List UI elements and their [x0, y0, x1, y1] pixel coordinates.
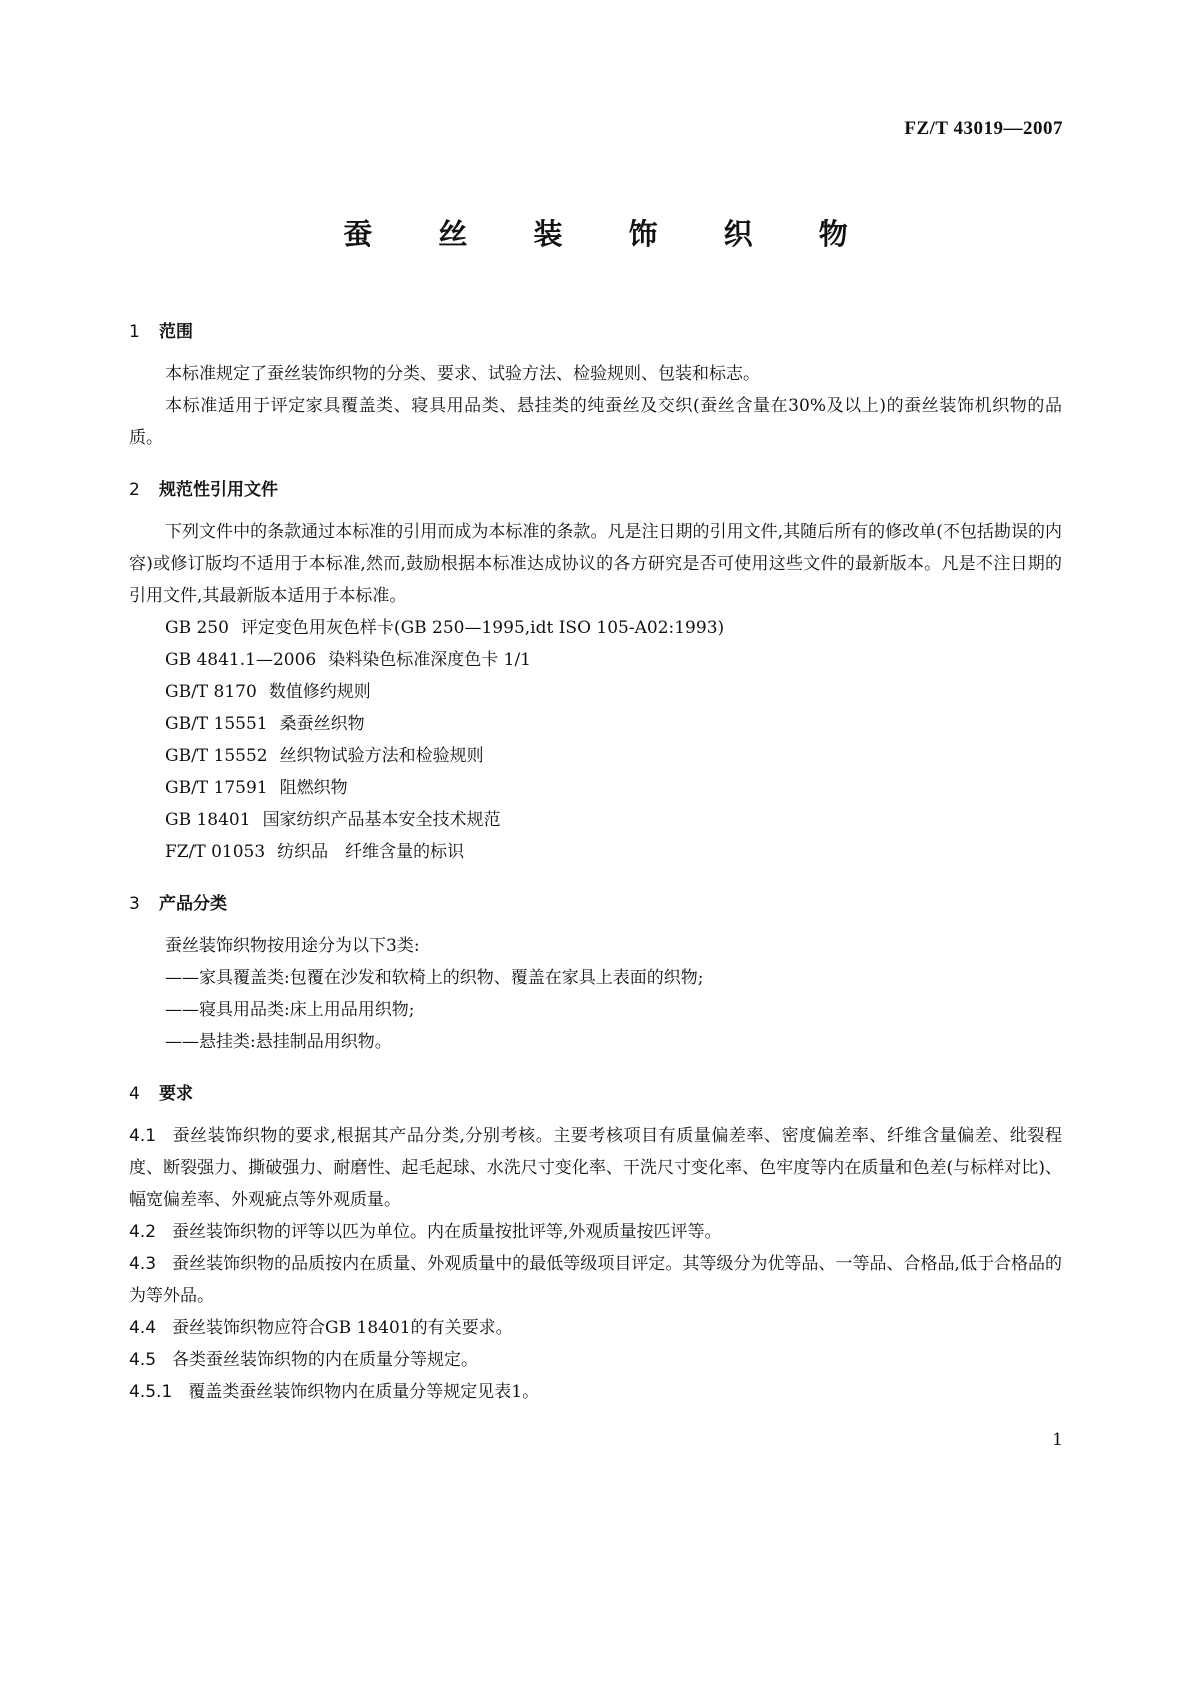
reference-code: GB 250	[165, 618, 229, 638]
classification-intro: 蚕丝装饰织物按用途分为以下3类:	[165, 936, 420, 956]
clause-number: 4.1	[129, 1126, 157, 1146]
standard-code: FZ/T 43019—2007	[904, 118, 1063, 139]
reference-code: FZ/T 01053	[165, 842, 266, 862]
reference-title: 数值修约规则	[268, 682, 371, 702]
clause	[129, 1216, 1062, 1248]
section-title: 要求	[159, 1084, 193, 1104]
clause-number: 4.5.1	[129, 1382, 173, 1402]
clause	[129, 1344, 1062, 1376]
paragraph: 本标准适用于评定家具覆盖类、寝具用品类、悬挂类的纯蚕丝及交织(蚕丝含量在30%及以上)的蚕丝装饰机织物的品质。	[129, 396, 1062, 448]
reference-item	[129, 804, 1062, 836]
section-title: 规范性引用文件	[159, 480, 278, 500]
clause-text: 各类蚕丝装饰织物的内在质量分等规定。	[172, 1350, 479, 1370]
reference-item	[129, 644, 1062, 676]
clause	[129, 1312, 1062, 1344]
section-number: 3	[129, 894, 140, 914]
clause-text: 蚕丝装饰织物应符合GB 18401的有关要求。	[172, 1318, 513, 1338]
section-title: 范围	[159, 322, 193, 342]
reference-title: 丝织物试验方法和检验规则	[279, 746, 484, 766]
reference-title: 染料染色标准深度色卡 1/1	[328, 650, 531, 670]
reference-code: GB 18401	[165, 810, 251, 830]
clause-text: 蚕丝装饰织物的品质按内在质量、外观质量中的最低等级项目评定。其等级分为优等品、一等品、合格品,低于合格品的为等外品。	[129, 1254, 1062, 1306]
section-number: 1	[129, 322, 140, 342]
document-title: 蚕 丝 装 饰 织 物	[343, 217, 876, 251]
reference-item	[129, 836, 1062, 868]
reference-code: GB/T 8170	[165, 682, 257, 702]
reference-title: 评定变色用灰色样卡(GB 250—1995,idt ISO 105-A02:1993)	[240, 618, 725, 638]
reference-title: 国家纺织产品基本安全技术规范	[262, 810, 501, 830]
clause	[129, 1120, 1062, 1216]
clause-number: 4.5	[129, 1350, 157, 1370]
section-heading-requirements	[129, 1082, 1062, 1106]
reference-title: 桑蚕丝织物	[279, 714, 365, 734]
reference-item	[129, 708, 1062, 740]
reference-code: GB 4841.1—2006	[165, 650, 317, 670]
reference-title: 阻燃织物	[279, 778, 348, 798]
reference-item	[129, 772, 1062, 804]
clause-number: 4.4	[129, 1318, 157, 1338]
reference-item	[129, 612, 1062, 644]
classification-item: ——寝具用品类:床上用品用织物;	[165, 1000, 415, 1020]
section-number: 2	[129, 480, 140, 500]
section-heading-scope	[129, 320, 1062, 344]
section-heading-product-classification	[129, 892, 1062, 916]
clause	[129, 1376, 1062, 1408]
reference-code: GB/T 17591	[165, 778, 268, 798]
clause-text: 蚕丝装饰织物的要求,根据其产品分类,分别考核。主要考核项目有质量偏差率、密度偏差率、纤维含量偏差、纰裂程度、断裂强力、撕破强力、耐磨性、起毛起球、水洗尺寸变化率、干洗尺寸变化率、色牢度等内在质量和色差(与标样对比)、幅宽偏差率、外观疵点等外观质量。	[129, 1126, 1062, 1210]
reference-item	[129, 676, 1062, 708]
paragraph: 本标准规定了蚕丝装饰织物的分类、要求、试验方法、检验规则、包装和标志。	[165, 364, 760, 384]
reference-item	[129, 740, 1062, 772]
reference-code: GB/T 15551	[165, 714, 268, 734]
clause-number: 4.3	[129, 1254, 157, 1274]
classification-item: ——家具覆盖类:包覆在沙发和软椅上的织物、覆盖在家具上表面的织物;	[165, 968, 704, 988]
clause-number: 4.2	[129, 1222, 157, 1242]
paragraph: 下列文件中的条款通过本标准的引用而成为本标准的条款。凡是注日期的引用文件,其随后所有的修改单(不包括勘误的内容)或修订版均不适用于本标准,然而,鼓励根据本标准达成协议的各方研究是否可使用这些文件的最新版本。凡是不注日期的引用文件,其最新版本适用于本标准。	[129, 522, 1062, 606]
reference-title: 纺织品 纤维含量的标识	[277, 842, 465, 862]
clause-text: 蚕丝装饰织物的评等以匹为单位。内在质量按批评等,外观质量按匹评等。	[172, 1222, 722, 1242]
section-title: 产品分类	[159, 894, 227, 914]
page-number: 1	[1052, 1430, 1063, 1450]
clause	[129, 1248, 1062, 1312]
section-heading-normative-references	[129, 478, 1062, 502]
reference-code: GB/T 15552	[165, 746, 268, 766]
classification-item: ——悬挂类:悬挂制品用织物。	[165, 1032, 392, 1052]
section-number: 4	[129, 1084, 140, 1104]
clause-text: 覆盖类蚕丝装饰织物内在质量分等规定见表1。	[188, 1382, 540, 1402]
document-body	[129, 320, 1062, 1408]
